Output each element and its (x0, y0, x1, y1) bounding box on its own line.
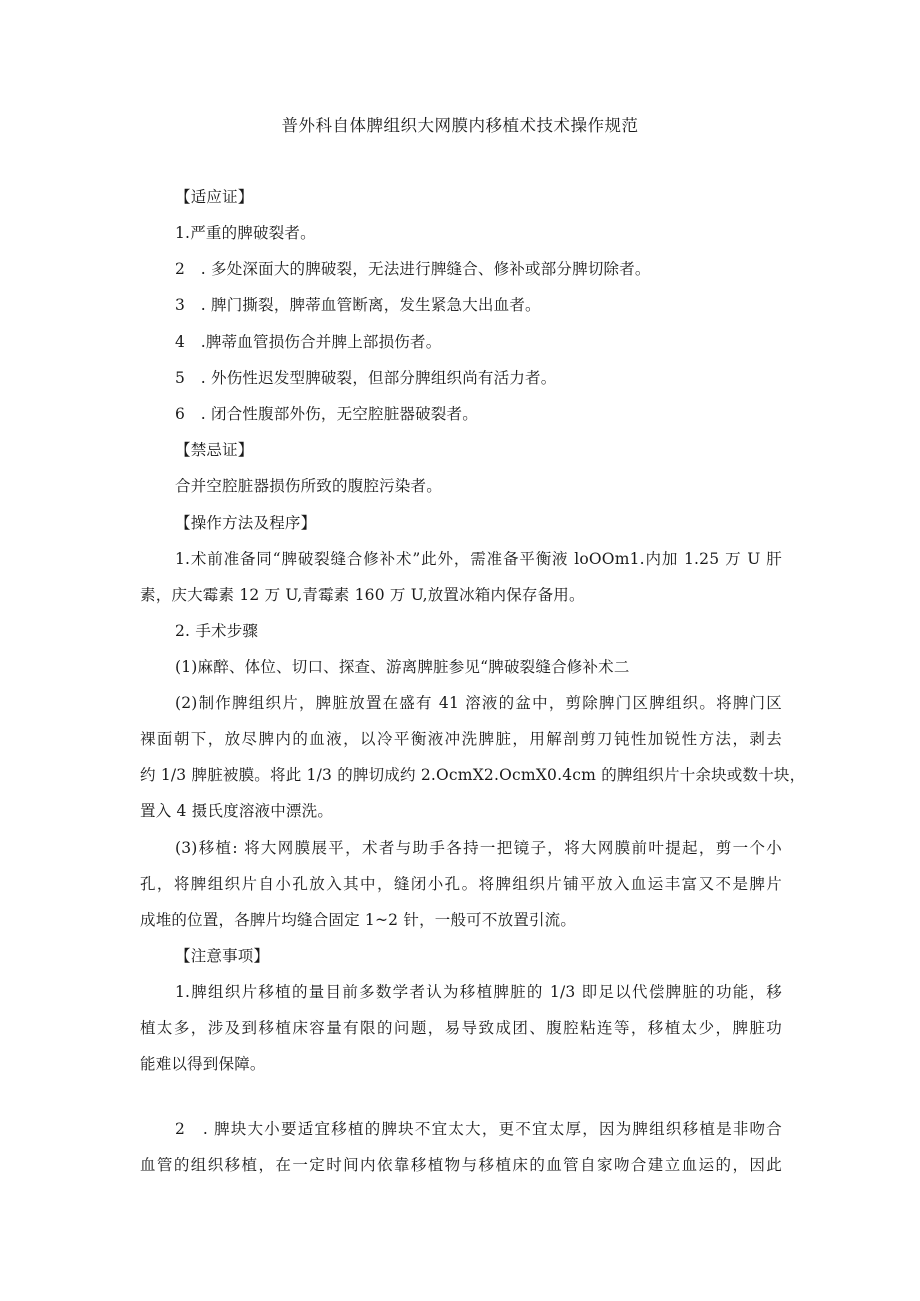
indication-item-6: 6 . 闭合性腹部外伤，无空腔脏器破裂者。 (175, 405, 478, 423)
notes-item2-line1: 2 . 脾块大小要适宜移植的脾块不宜太大，更不宜太厚，因为脾组织移植是非吻合 (175, 1120, 782, 1138)
page-title: 普外科自体脾组织大网膜内移植术技术操作规范 (281, 116, 639, 135)
notes-item1-line2: 植太多，涉及到移植床容量有限的问题，易导致成团、腹腔粘连等，移植太少，脾脏功 (140, 1019, 782, 1037)
indication-item-5: 5 . 外伤性迟发型脾破裂，但部分脾组织尚有活力者。 (175, 369, 557, 387)
procedure-sub2-line1: (2)制作脾组织片，脾脏放置在盛有 41 溶液的盆中，剪除脾门区脾组织。将脾门区 (175, 694, 782, 712)
notes-item2-line2: 血管的组织移植，在一定时间内依靠移植物与移植床的血管自家吻合建立血运的，因此 (140, 1156, 782, 1174)
procedure-heading: 【操作方法及程序】 (175, 514, 317, 532)
indication-item-1: 1.严重的脾破裂者。 (175, 224, 316, 242)
notes-heading: 【注意事项】 (175, 947, 270, 965)
procedure-sub2-line4: 置入 4 摄氏度溶液中漂洗。 (140, 802, 334, 820)
procedure-sub2-line2: 裸面朝下，放尽脾内的血液，以冷平衡液冲洗脾脏，用解剖剪刀钝性加锐性方法，剥去 (140, 730, 782, 748)
notes-item1-line3: 能难以得到保障。 (140, 1055, 266, 1073)
procedure-sub3-line2: 孔，将脾组织片自小孔放入其中，缝闭小孔。将脾组织片铺平放入血运丰富又不是脾片 (140, 875, 782, 893)
procedure-sub3-line3: 成堆的位置，各脾片均缝合固定 1~2 针，一般可不放置引流。 (140, 911, 577, 929)
indication-item-2: 2 . 多处深面大的脾破裂，无法进行脾缝合、修补或部分脾切除者。 (175, 260, 651, 278)
contraindications-heading: 【禁忌证】 (175, 441, 254, 459)
procedure-step2-heading: 2. 手术步骤 (175, 622, 259, 640)
procedure-sub2-line3: 约 1/3 脾脏被膜。将此 1/3 的脾切成约 2.OcmX2.OcmX0.4cm 的脾组织片十余块或数十块， (140, 766, 806, 784)
notes-item1-line1: 1.脾组织片移植的量目前多数学者认为移植脾脏的 1/3 即足以代偿脾脏的功能，移 (175, 983, 782, 1001)
indication-item-4: 4 .脾蒂血管损伤合并脾上部损伤者。 (175, 333, 442, 351)
contraindications-text: 合并空腔脏器损伤所致的腹腔污染者。 (175, 477, 442, 495)
indication-item-3: 3 . 脾门撕裂，脾蒂血管断离，发生紧急大出血者。 (175, 296, 541, 314)
procedure-step1-line2: 素，庆大霉素 12 万 U,青霉素 160 万 U,放置冰箱内保存备用。 (140, 586, 585, 604)
indications-heading: 【适应证】 (175, 188, 254, 206)
procedure-sub1: (1)麻醉、体位、切口、探查、游离脾脏参见“脾破裂缝合修补术二 (175, 658, 630, 676)
procedure-sub3-line1: (3)移植: 将大网膜展平，术者与助手各持一把镜子，将大网膜前叶提起，剪一个小 (175, 839, 782, 857)
procedure-step1-line1: 1.术前准备同“脾破裂缝合修补术”此外，需准备平衡液 loOOm1.内加 1.25 万 U 肝 (175, 550, 782, 568)
